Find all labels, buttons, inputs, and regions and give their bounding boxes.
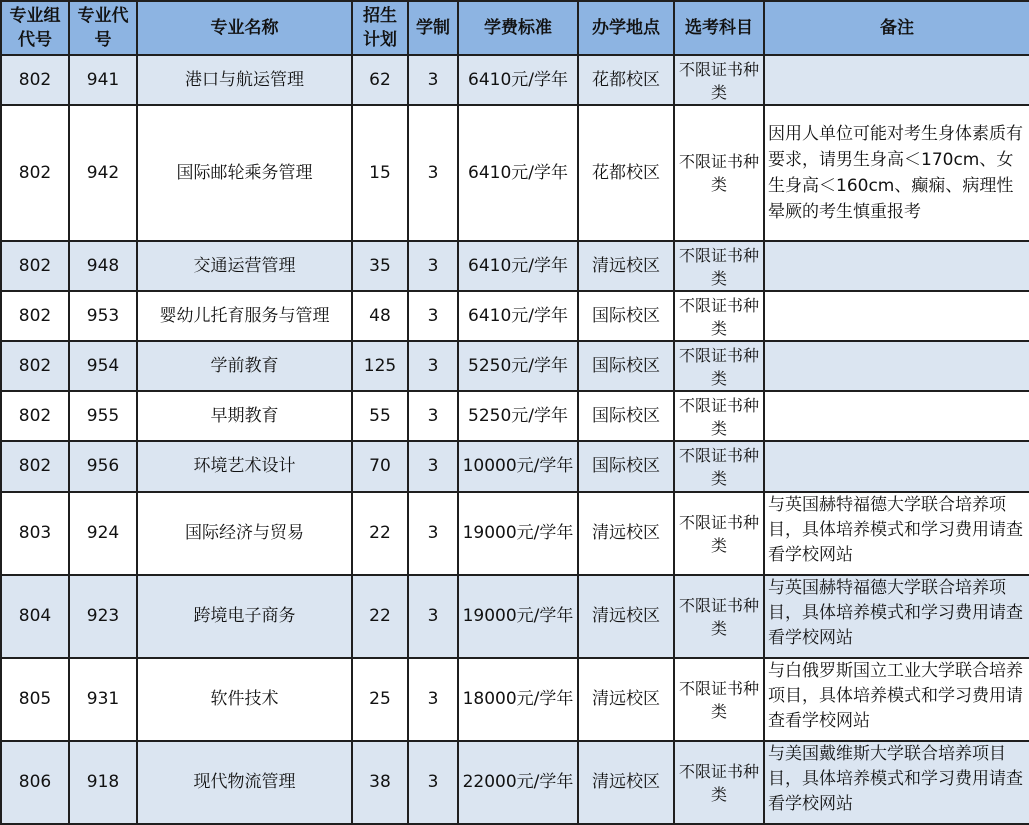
cell-subjects: 不限证书种类 [674,575,764,658]
cell-campus: 国际校区 [578,441,674,492]
cell-plan: 22 [352,575,408,658]
cell-name: 学前教育 [137,341,352,391]
cell-years: 3 [408,241,458,291]
cell-years: 3 [408,575,458,658]
cell-group: 802 [1,441,69,492]
cell-note: 与美国戴维斯大学联合培养项目目，具体培养模式和学习费用请查看学校网站 [764,741,1029,824]
cell-campus: 清远校区 [578,492,674,575]
cell-plan: 35 [352,241,408,291]
cell-campus: 清远校区 [578,575,674,658]
cell-plan: 125 [352,341,408,391]
cell-fee: 5250元/学年 [458,341,578,391]
cell-years: 3 [408,391,458,441]
cell-code: 942 [69,105,137,241]
cell-fee: 19000元/学年 [458,575,578,658]
cell-group: 802 [1,105,69,241]
cell-subjects: 不限证书种类 [674,105,764,241]
cell-fee: 10000元/学年 [458,441,578,492]
cell-years: 3 [408,341,458,391]
cell-note [764,291,1029,341]
cell-code: 923 [69,575,137,658]
cell-years: 3 [408,55,458,105]
cell-name: 软件技术 [137,658,352,741]
cell-name: 交通运营管理 [137,241,352,291]
cell-name: 国际经济与贸易 [137,492,352,575]
cell-group: 802 [1,241,69,291]
cell-note [764,341,1029,391]
cell-group: 806 [1,741,69,824]
cell-plan: 70 [352,441,408,492]
table-row [1,241,1029,291]
header-remarks: 备注 [764,1,1029,55]
cell-note [764,441,1029,492]
cell-subjects: 不限证书种类 [674,658,764,741]
cell-plan: 38 [352,741,408,824]
cell-plan: 15 [352,105,408,241]
cell-campus: 清远校区 [578,741,674,824]
cell-code: 924 [69,492,137,575]
cell-campus: 清远校区 [578,241,674,291]
cell-fee: 5250元/学年 [458,391,578,441]
header-subjects: 选考科目 [674,1,764,55]
cell-note: 与英国赫特福德大学联合培养项目，具体培养模式和学习费用请查看学校网站 [764,575,1029,658]
cell-subjects: 不限证书种类 [674,241,764,291]
header-duration: 学制 [408,1,458,55]
cell-code: 954 [69,341,137,391]
cell-name: 跨境电子商务 [137,575,352,658]
cell-years: 3 [408,658,458,741]
table-row [1,658,1029,741]
cell-group: 802 [1,291,69,341]
cell-years: 3 [408,492,458,575]
cell-fee: 6410元/学年 [458,291,578,341]
cell-code: 956 [69,441,137,492]
cell-campus: 清远校区 [578,658,674,741]
cell-years: 3 [408,741,458,824]
cell-plan: 62 [352,55,408,105]
cell-fee: 18000元/学年 [458,658,578,741]
table-row [1,575,1029,658]
cell-note [764,55,1029,105]
cell-group: 802 [1,55,69,105]
header-enroll-plan: 招生计划 [352,1,408,55]
cell-subjects: 不限证书种类 [674,55,764,105]
cell-subjects: 不限证书种类 [674,291,764,341]
cell-name: 早期教育 [137,391,352,441]
table-row [1,341,1029,391]
cell-name: 环境艺术设计 [137,441,352,492]
cell-name: 港口与航运管理 [137,55,352,105]
cell-campus: 国际校区 [578,291,674,341]
cell-fee: 22000元/学年 [458,741,578,824]
cell-subjects: 不限证书种类 [674,391,764,441]
cell-name: 现代物流管理 [137,741,352,824]
cell-fee: 6410元/学年 [458,241,578,291]
cell-fee: 6410元/学年 [458,105,578,241]
cell-note [764,391,1029,441]
cell-subjects: 不限证书种类 [674,741,764,824]
cell-years: 3 [408,105,458,241]
table-row [1,291,1029,341]
cell-years: 3 [408,441,458,492]
cell-code: 941 [69,55,137,105]
header-row [1,1,1029,55]
table-row [1,105,1029,241]
cell-group: 803 [1,492,69,575]
cell-campus: 国际校区 [578,341,674,391]
cell-campus: 国际校区 [578,391,674,441]
table-row [1,55,1029,105]
cell-years: 3 [408,291,458,341]
table-row [1,492,1029,575]
cell-code: 948 [69,241,137,291]
cell-group: 802 [1,341,69,391]
cell-campus: 花都校区 [578,105,674,241]
cell-group: 805 [1,658,69,741]
header-campus: 办学地点 [578,1,674,55]
table-row [1,441,1029,492]
cell-code: 931 [69,658,137,741]
cell-subjects: 不限证书种类 [674,492,764,575]
cell-subjects: 不限证书种类 [674,341,764,391]
cell-plan: 55 [352,391,408,441]
cell-name: 婴幼儿托育服务与管理 [137,291,352,341]
cell-note [764,241,1029,291]
table-row [1,391,1029,441]
cell-plan: 48 [352,291,408,341]
cell-plan: 25 [352,658,408,741]
cell-group: 804 [1,575,69,658]
cell-group: 802 [1,391,69,441]
cell-code: 955 [69,391,137,441]
cell-note: 与英国赫特福德大学联合培养项目，具体培养模式和学习费用请查看学校网站 [764,492,1029,575]
header-group-code: 专业组代号 [1,1,69,55]
header-major-name: 专业名称 [137,1,352,55]
cell-campus: 花都校区 [578,55,674,105]
cell-note: 与白俄罗斯国立工业大学联合培养项目，具体培养模式和学习费用请查看学校网站 [764,658,1029,741]
cell-note: 因用人单位可能对考生身体素质有要求，请男生身高＜170cm、女生身高＜160cm、癫痫、病理性晕厥的考生慎重报考 [764,105,1029,241]
header-tuition: 学费标准 [458,1,578,55]
table-row [1,741,1029,824]
cell-plan: 22 [352,492,408,575]
cell-subjects: 不限证书种类 [674,441,764,492]
cell-code: 953 [69,291,137,341]
cell-code: 918 [69,741,137,824]
cell-name: 国际邮轮乘务管理 [137,105,352,241]
cell-fee: 19000元/学年 [458,492,578,575]
cell-fee: 6410元/学年 [458,55,578,105]
header-major-code: 专业代号 [69,1,137,55]
